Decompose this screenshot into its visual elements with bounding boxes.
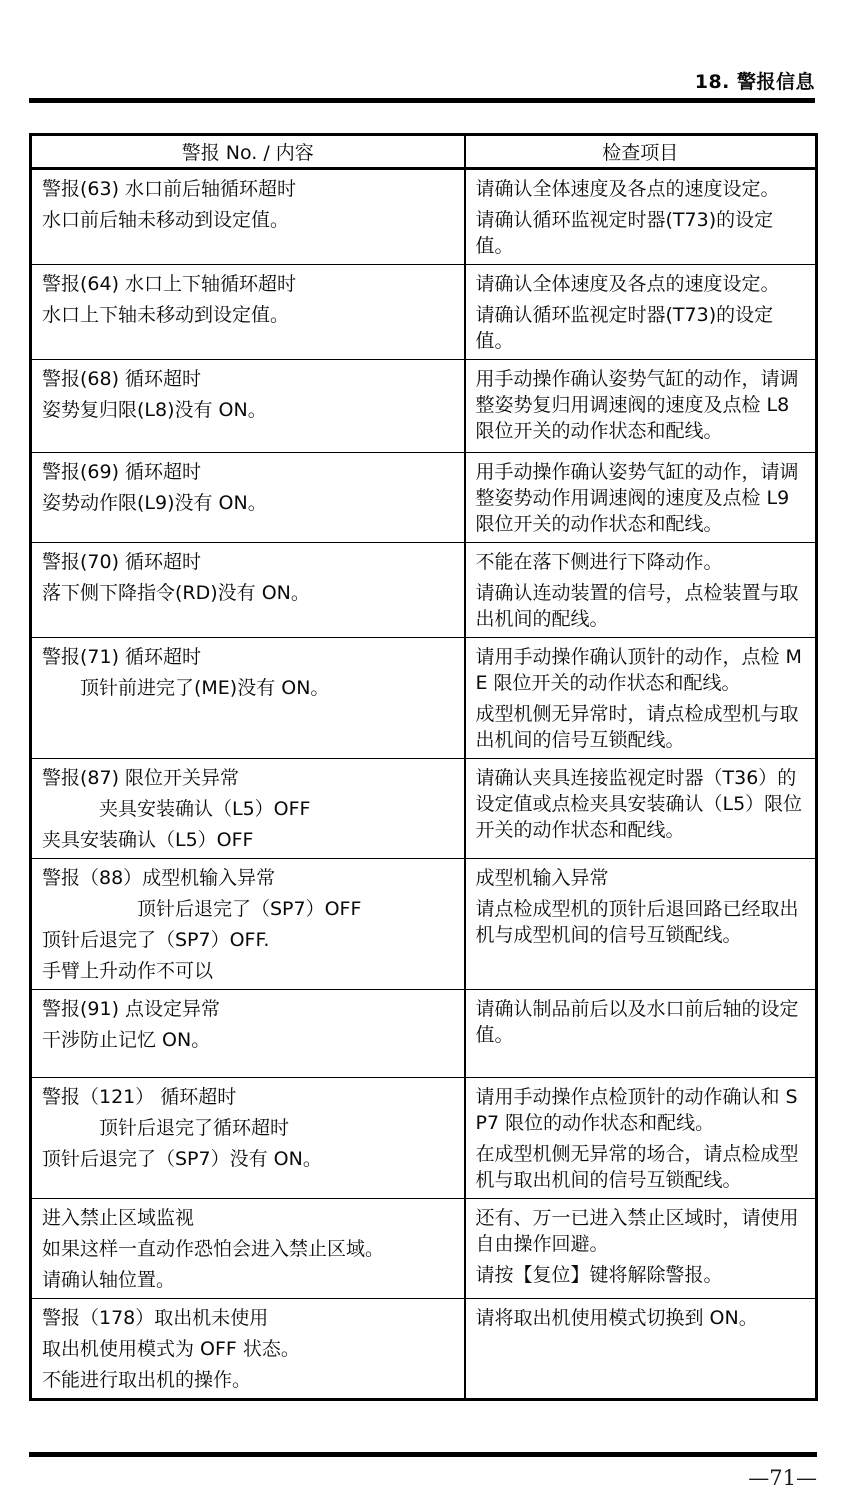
check-item-line: 请确认循环监视定时器(T73)的设定值。	[475, 209, 774, 257]
alarm-content-line: 警报(64) 水口上下轴循环超时	[42, 273, 297, 295]
alarm-content-cell	[31, 1299, 465, 1400]
check-item-cell	[465, 453, 817, 543]
alarm-content-line: 警报（88）成型机输入异常	[42, 867, 276, 889]
alarm-content-line: 夹具安装确认（L5）OFF	[42, 798, 311, 820]
alarm-content-line: 顶针后退完了循环超时	[42, 1117, 290, 1139]
alarm-content-cell	[31, 265, 465, 360]
alarm-content-line: 警报(63) 水口前后轴循环超时	[42, 178, 297, 200]
check-item-cell	[465, 169, 817, 265]
table-row	[31, 638, 817, 759]
check-item-line: 请用手动操作确认顶针的动作，点检 ME 限位开关的动作状态和配线。	[475, 646, 802, 694]
check-item-line: 请确认制品前后以及水口前后轴的设定值。	[475, 998, 799, 1046]
alarm-content-line: 顶针后退完了（SP7）OFF.	[42, 929, 270, 951]
alarm-content-cell	[31, 759, 465, 859]
check-item-line: 请将取出机使用模式切换到 ON。	[475, 1307, 758, 1329]
check-item-line: 成型机输入异常	[475, 867, 609, 889]
alarm-content-line: 姿势复归限(L8)没有 ON。	[42, 399, 267, 421]
check-item-cell	[465, 859, 817, 990]
alarm-content-cell	[31, 1199, 465, 1299]
check-item-line: 请确认夹具连接监视定时器（T36）的设定值或点检夹具安装确认（L5）限位开关的动作状态和配线。	[475, 767, 803, 841]
alarm-content-cell	[31, 169, 465, 265]
table-row	[31, 1078, 817, 1199]
check-item-cell	[465, 1078, 817, 1199]
alarm-content-line: 警报（121） 循环超时	[42, 1086, 237, 1108]
alarm-content-line: 警报（178）取出机未使用	[42, 1307, 269, 1329]
alarm-content-line: 顶针后退完了（SP7）没有 ON。	[42, 1148, 322, 1170]
table-row	[31, 1299, 817, 1400]
check-item-cell	[465, 759, 817, 859]
alarm-content-line: 警报(70) 循环超时	[42, 551, 202, 573]
alarm-content-line: 取出机使用模式为 OFF 状态。	[42, 1338, 300, 1360]
alarm-content-line: 水口上下轴未移动到设定值。	[42, 304, 290, 326]
alarm-content-line: 干涉防止记忆 ON。	[42, 1029, 211, 1051]
alarm-content-line: 警报(87) 限位开关异常	[42, 767, 240, 789]
alarm-table	[29, 133, 818, 1401]
table-row	[31, 360, 817, 453]
alarm-content-line: 姿势动作限(L9)没有 ON。	[42, 492, 267, 514]
page-footer	[29, 1452, 817, 1490]
check-item-line: 请确认全体速度及各点的速度设定。	[475, 273, 780, 295]
alarm-content-cell	[31, 360, 465, 453]
chapter-title: 18. 警报信息	[694, 71, 815, 93]
alarm-content-line: 夹具安装确认（L5）OFF	[42, 829, 254, 851]
check-item-line: 请点检成型机的顶针后退回路已经取出机与成型机间的信号互锁配线。	[475, 898, 799, 946]
table-row	[31, 990, 817, 1078]
alarm-content-cell	[31, 1078, 465, 1199]
page-number: —71—	[748, 1466, 817, 1490]
alarm-content-line: 落下侧下降指令(RD)没有 ON。	[42, 582, 310, 604]
check-item-cell	[465, 1299, 817, 1400]
table-row	[31, 453, 817, 543]
alarm-content-cell	[31, 859, 465, 990]
table-row	[31, 265, 817, 360]
alarm-content-cell	[31, 453, 465, 543]
alarm-content-cell	[31, 638, 465, 759]
check-item-cell	[465, 265, 817, 360]
check-item-line: 用手动操作确认姿势气缸的动作，请调整姿势复归用调速阀的速度及点检 L8 限位开关的动作状态和配线。	[475, 368, 799, 442]
header-row	[31, 135, 817, 169]
table-row	[31, 1199, 817, 1299]
check-item-cell	[465, 360, 817, 453]
check-item-line: 请确认连动装置的信号，点检装置与取出机间的配线。	[475, 582, 799, 630]
check-item-line: 请确认循环监视定时器(T73)的设定值。	[475, 304, 774, 352]
check-item-line: 请用手动操作点检顶针的动作确认和 SP7 限位的动作状态和配线。	[475, 1086, 798, 1134]
alarm-content-line: 警报(69) 循环超时	[42, 461, 202, 483]
alarm-table-body	[31, 169, 817, 1400]
header-rule	[29, 98, 815, 103]
table-row	[31, 169, 817, 265]
col-header-alarm-no-content: 警报 No. / 内容	[31, 135, 465, 169]
check-item-line: 请确认全体速度及各点的速度设定。	[475, 178, 780, 200]
table-row	[31, 759, 817, 859]
alarm-content-line: 顶针前进完了(ME)没有 ON。	[42, 677, 330, 699]
alarm-content-cell	[31, 990, 465, 1078]
alarm-content-line: 不能进行取出机的操作。	[42, 1369, 252, 1391]
alarm-content-line: 警报(68) 循环超时	[42, 368, 202, 390]
table-row	[31, 543, 817, 638]
alarm-content-line: 警报(71) 循环超时	[42, 646, 202, 668]
check-item-cell	[465, 1199, 817, 1299]
alarm-content-line: 进入禁止区域监视	[42, 1207, 195, 1229]
alarm-content-line: 手臂上升动作不可以	[42, 960, 214, 982]
footer-rule	[29, 1452, 817, 1457]
alarm-content-line: 警报(91) 点设定异常	[42, 998, 221, 1020]
alarm-content-line: 如果这样一直动作恐怕会进入禁止区域。	[42, 1238, 385, 1260]
check-item-line: 不能在落下侧进行下降动作。	[475, 551, 723, 573]
alarm-content-line: 水口前后轴未移动到设定值。	[42, 209, 290, 231]
check-item-cell	[465, 638, 817, 759]
check-item-line: 请按【复位】键将解除警报。	[475, 1264, 723, 1286]
alarm-content-line: 请确认轴位置。	[42, 1269, 176, 1291]
alarm-content-cell	[31, 543, 465, 638]
check-item-cell	[465, 990, 817, 1078]
check-item-line: 在成型机侧无异常的场合，请点检成型机与取出机间的信号互锁配线。	[475, 1143, 799, 1191]
alarm-table-header	[31, 135, 817, 169]
check-item-line: 用手动操作确认姿势气缸的动作，请调整姿势动作用调速阀的速度及点检 L9 限位开关的动作状态和配线。	[475, 461, 799, 535]
check-item-line: 还有、万一已进入禁止区域时，请使用自由操作回避。	[475, 1207, 799, 1255]
col-header-check-items: 检查项目	[465, 135, 817, 169]
check-item-line: 成型机侧无异常时，请点检成型机与取出机间的信号互锁配线。	[475, 703, 799, 751]
table-row	[31, 859, 817, 990]
alarm-content-line: 顶针后退完了（SP7）OFF	[42, 898, 362, 920]
check-item-cell	[465, 543, 817, 638]
